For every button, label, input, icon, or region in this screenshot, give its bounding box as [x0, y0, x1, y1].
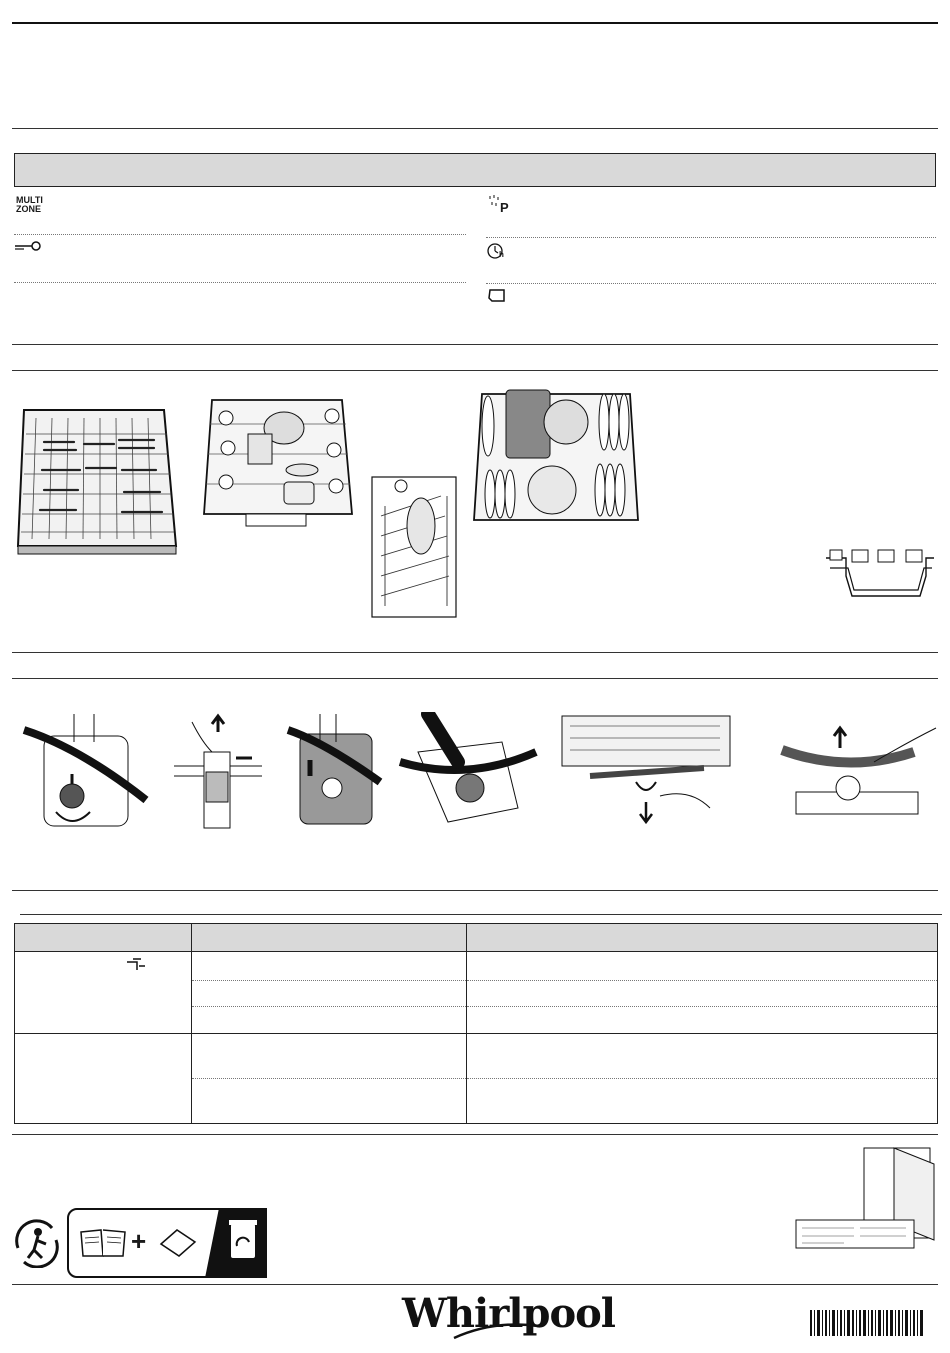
section-rule-4 [12, 652, 938, 653]
fold-down-rack-inset [371, 476, 457, 618]
section-rule-7 [20, 914, 942, 915]
filter-removal-step-1 [20, 712, 150, 828]
lower-rack-illustration [470, 386, 642, 536]
section-rule-9 [12, 1284, 938, 1285]
lower-spray-arm-step-6 [778, 722, 938, 822]
table-cell [192, 1034, 467, 1124]
section-rule-5 [12, 678, 938, 679]
options-divider [486, 237, 936, 238]
options-divider [14, 282, 466, 283]
options-header-band [14, 153, 936, 187]
recycle-person-icon [12, 1218, 62, 1268]
troubleshooting-table [14, 923, 938, 1124]
table-header-row [15, 924, 938, 952]
section-rule-8 [12, 1134, 938, 1135]
options-divider [486, 283, 936, 284]
cup-rack-illustration [822, 546, 936, 602]
upper-spray-arm-step-5 [560, 712, 732, 830]
table-header-cell [15, 924, 192, 952]
table-cell [15, 1034, 192, 1124]
section-rule-2 [12, 344, 938, 345]
section-rule-3 [12, 370, 938, 371]
table-row [15, 1034, 938, 1124]
packaging-bag-icon [157, 1228, 197, 1258]
filter-removal-step-3 [284, 712, 384, 828]
table-cell [192, 952, 467, 1034]
brand-logo: Whirlpool [402, 1290, 615, 1337]
tablet-label: P [500, 200, 509, 215]
filter-removal-step-2 [172, 712, 264, 830]
barcode [810, 1310, 926, 1336]
multizone-icon: MULTI ZONE [16, 195, 43, 214]
water-tap-icon [125, 956, 147, 974]
table-row [15, 952, 938, 1034]
brand-logo-swoosh [444, 1316, 544, 1344]
options-divider [14, 234, 466, 235]
cutlery-basket-illustration [14, 404, 184, 559]
recycling-instruction-box [67, 1208, 267, 1278]
table-cell [467, 1034, 938, 1124]
spray-arm-step-4 [398, 712, 538, 830]
section-rule-1 [12, 128, 938, 129]
rating-plate-illustration [794, 1144, 940, 1250]
section-rule-6 [12, 890, 938, 891]
table-header-cell [192, 924, 467, 952]
key-lock-icon [14, 240, 42, 252]
delay-label: h [499, 250, 504, 259]
delay-start-icon [486, 242, 508, 260]
extra-dry-icon [487, 288, 507, 304]
table-cell [467, 952, 938, 1034]
plus-sign: + [131, 1226, 147, 1256]
top-rule [12, 22, 938, 24]
recycle-bin-icon [205, 1208, 267, 1278]
manual-book-icon [79, 1228, 127, 1258]
table-cell [15, 952, 192, 1034]
upper-rack-illustration [196, 394, 356, 536]
table-header-cell [467, 924, 938, 952]
